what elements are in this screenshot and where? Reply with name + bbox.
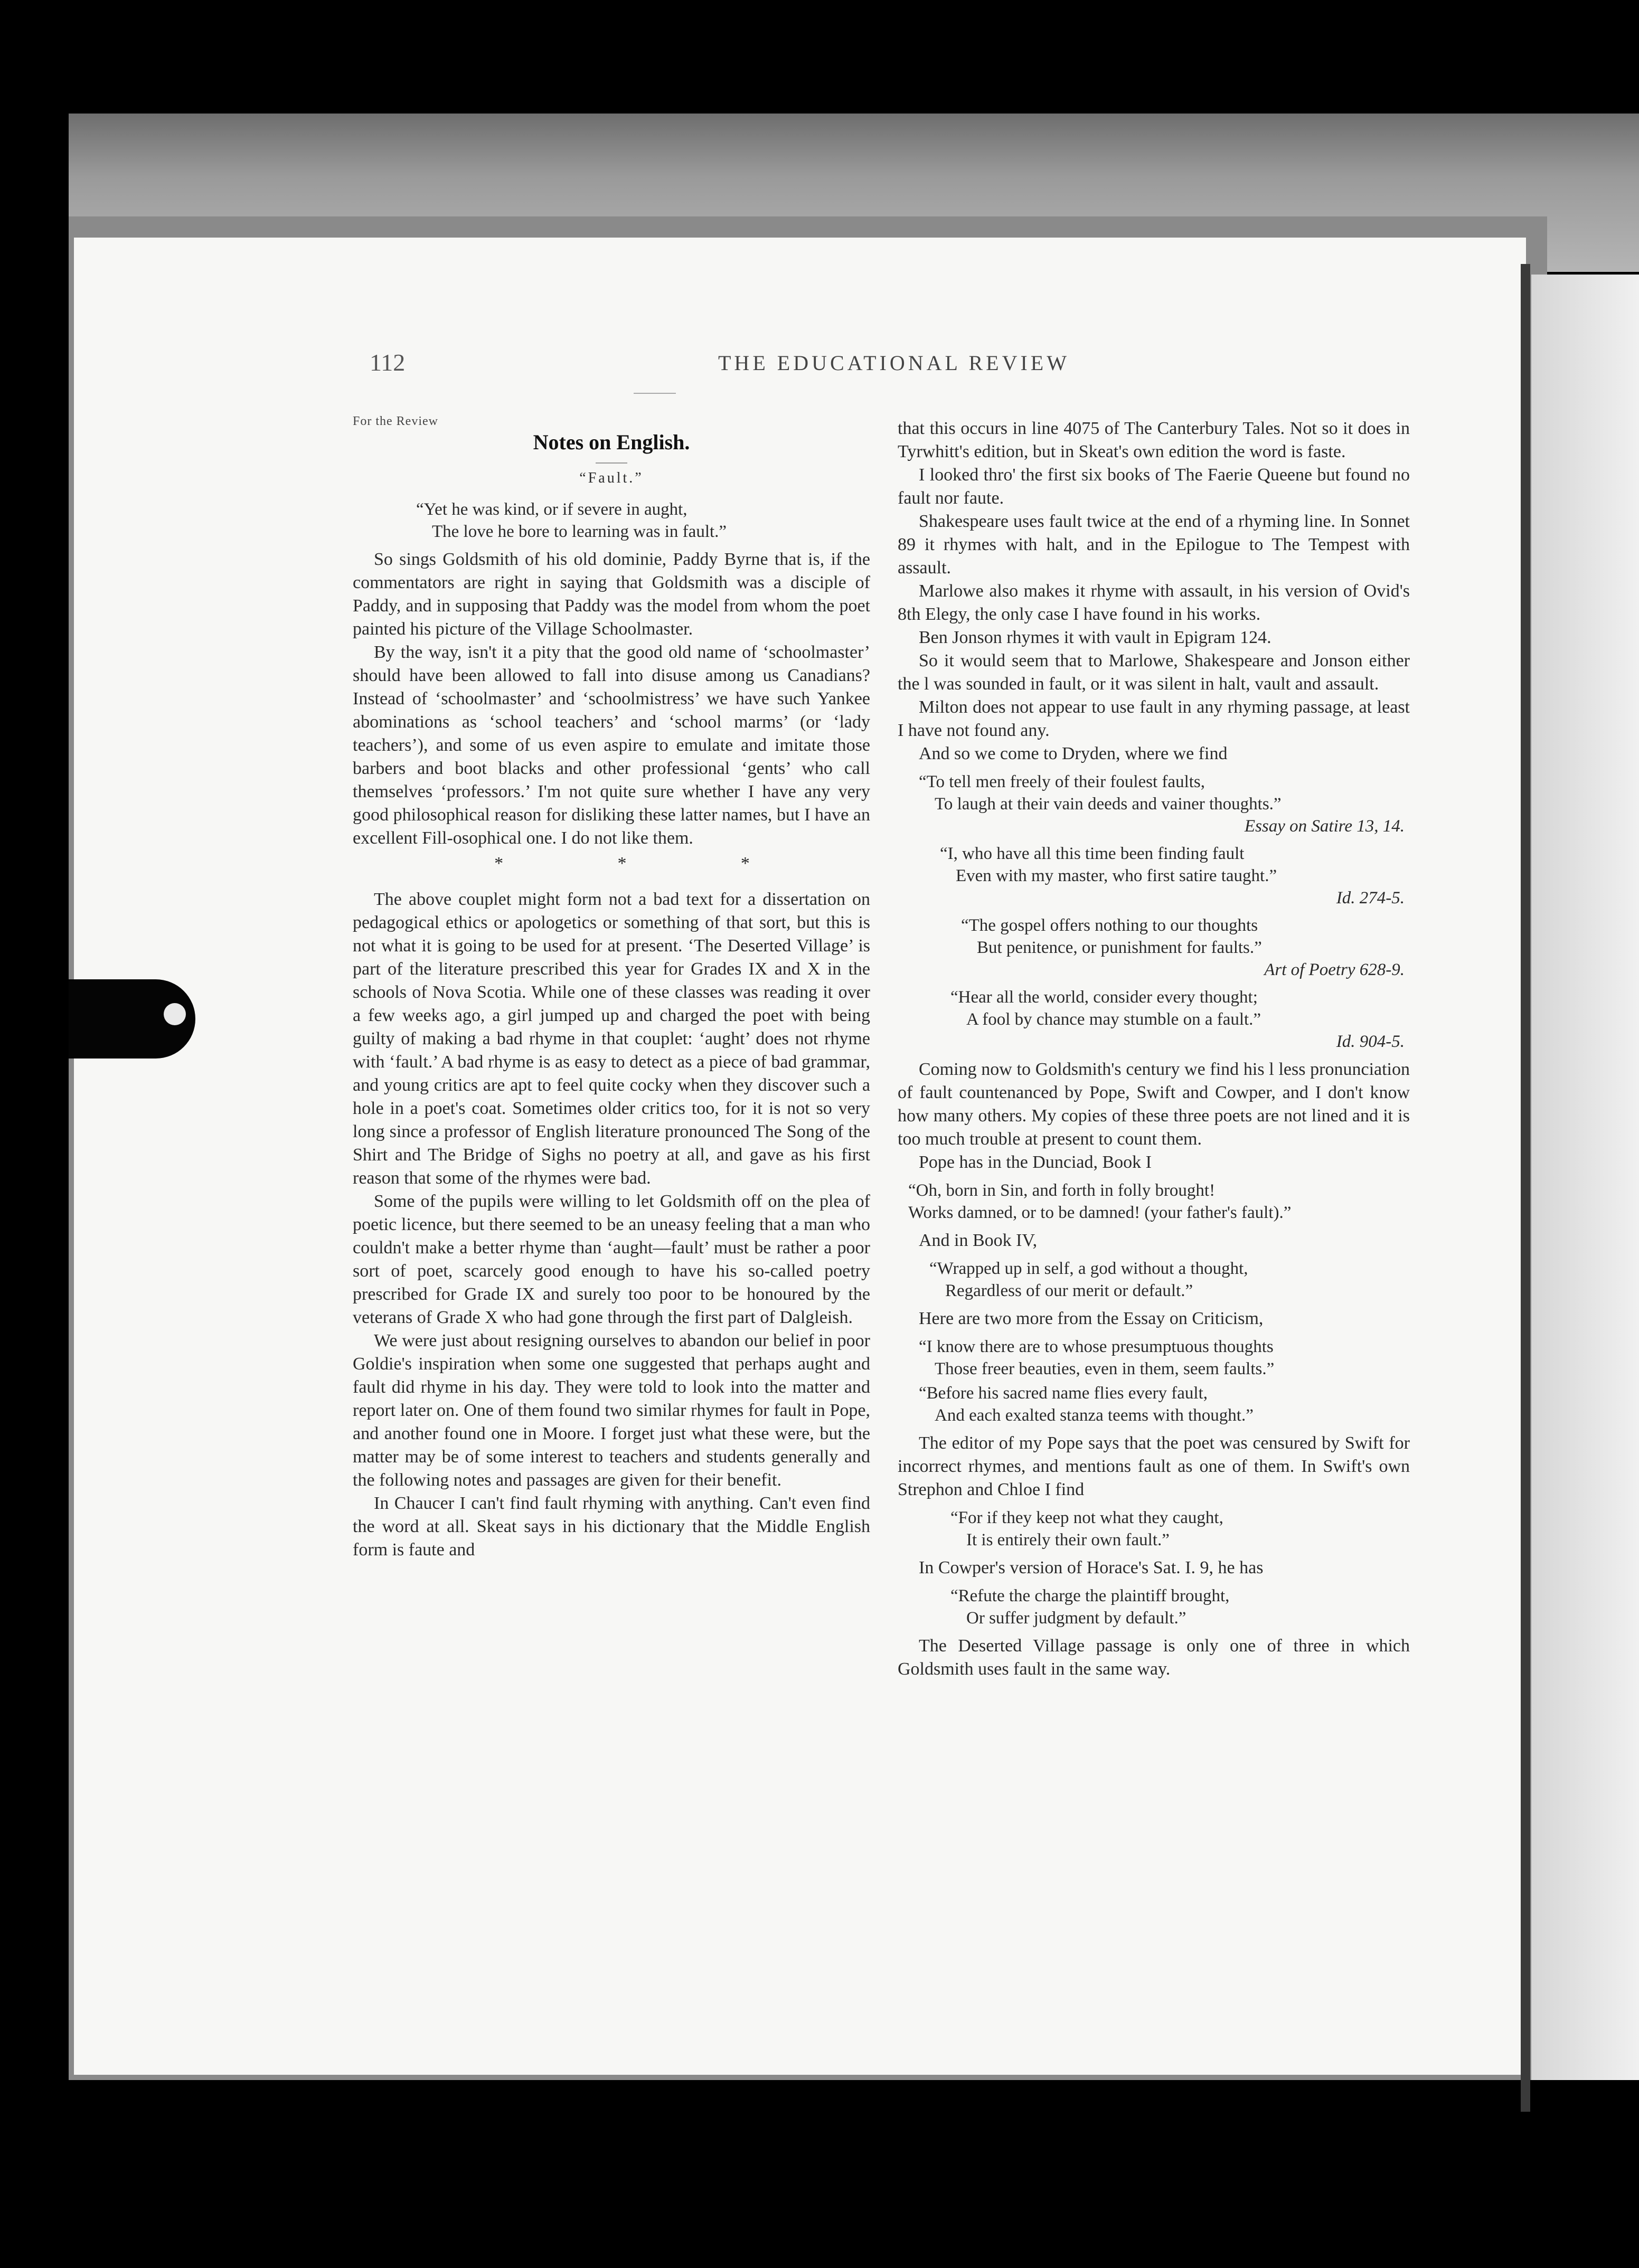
quote-line: “I, who have all this time been finding fault [940,844,1245,863]
quote-line: “Wrapped up in self, a god without a thought, [929,1259,1248,1278]
paragraph: The Deserted Village passage is only one of three in which Goldsmith uses fault in the same way. [898,1636,1410,1679]
quote-line: Even with my master, who first satire taught.” [956,866,1277,885]
quote-line: “Refute the charge the plaintiff brought, [950,1586,1230,1605]
quote-line: “I know there are to whose presumptuous thoughts [919,1337,1274,1356]
citation: Art of Poetry 628-9. [1264,960,1405,979]
quote-line: A fool by chance may stumble on a fault.” [966,1010,1261,1029]
source-note: For the Review [353,414,438,428]
paragraph: By the way, isn't it a pity that the good old name of ‘schoolmaster’ should have been allowed to fall into disuse among us Canadians? Instead of ‘schoolmaster’ and ‘schoolmistress’ we have such Yankee abominations as ‘school teachers’ and ‘school marms’ (or ‘lady teachers’), and some of us even aspire to emulate and imitate those barbers and boot blacks and other professional ‘gents’ who call themselves ‘professors.’ I'm not quite sure whether I have any very good philosophical reason for disliking these latter names, but I have an excellent Fill-osophical one. I do not like them. [353,642,870,848]
citation: Id. 904-5. [1336,1032,1405,1051]
citation: Essay on Satire 13, 14. [1244,817,1405,836]
star: * [740,854,750,873]
quotation [919,771,1410,837]
quote-line: “Before his sacred name flies every fault, [919,1384,1208,1403]
epigraph-line: “Yet he was kind, or if severe in aught, [416,500,687,519]
quotation [950,986,1410,1053]
quote-line: And each exalted stanza teems with thought.” [935,1406,1254,1425]
facing-page-edge [1531,275,1639,2080]
left-column [353,410,870,1562]
quote-line: To laugh at their vain deeds and vainer thoughts.” [935,795,1282,814]
quote-line: Works damned, or to be damned! (your father's fault).” [908,1203,1292,1222]
quotation [950,1585,1410,1629]
header-rule [634,393,676,394]
quote-line: “For if they keep not what they caught, [950,1508,1223,1527]
quote-line: Those freer beauties, even in them, seem faults.” [935,1359,1275,1378]
paragraph: In Cowper's version of Horace's Sat. I. 9, he has [919,1558,1264,1577]
right-column [898,417,1410,1681]
quote-line: It is entirely their own fault.” [966,1530,1170,1549]
epigraph-line: The love he bore to learning was in fault.” [432,522,727,541]
quotation [929,1258,1410,1302]
paragraph: Some of the pupils were willing to let Goldsmith off on the plea of poetic licence, but there seemed to be an uneasy feeling that a man who couldn't make a better rhyme than ‘aught—fault’ must be rather a poor sort of poet, scarcely good enough to have his so-called poetry prescribed for Grade IX and surely too poor to be honoured by the veterans of Grade X who had gone through the first part of Dalgleish. [353,1192,870,1327]
quote-line: “To tell men freely of their foulest faults, [919,772,1205,791]
quote-line: “Hear all the world, consider every thought; [950,988,1258,1007]
paragraph: Pope has in the Dunciad, Book I [919,1152,1152,1172]
article-title: Notes on English. [533,430,690,454]
article-subtitle: “Fault.” [579,470,644,486]
star: * [617,854,627,873]
running-title: THE EDUCATIONAL REVIEW [718,351,1070,375]
paragraph: Ben Jonson rhymes it with vault in Epigram 124. [919,628,1271,647]
paragraph: Coming now to Goldsmith's century we find his l less pronunciation of fault countenanced by Pope, Swift and Cowper, and I don't know how many others. My copies of these three poets are not lined and it is too much trouble at present to count them. [898,1060,1410,1149]
paragraph: The above couplet might form not a bad text for a dissertation on pedagogical ethics or apologetics or something of that sort, but this is not what it is going to be used for at present. ‘The Deserted Village’ is part of the literature prescribed this year for Grades IX and X in the schools of Nova Scotia. While one of these classes was reading it over a few weeks ago, a girl jumped up and charged the poet with being guilty of making a bad rhyme in that couplet: ‘aught’ does not rhyme with ‘fault.’ A bad rhyme is as easy to detect as a piece of bad grammar, and young critics are apt to feel quite cocky when they discover such a hole in a poet's coat. Sometimes older critics too, for it is not so very long since a professor of English literature pronounced The Song of the Shirt and The Bridge of Sighs no poetry at all, and gave as his first reason that some of the rhymes were bad. [353,890,870,1188]
quote-line: “The gospel offers nothing to our thoughts [961,916,1258,935]
quote-line: Or suffer judgment by default.” [966,1609,1186,1628]
binder-clip-hole [164,1003,186,1025]
paragraph: Marlowe also makes it rhyme with assault, in his version of Ovid's 8th Elegy, the only case I have found in his works. [898,581,1410,624]
quotation [919,1382,1410,1426]
paragraph: Milton does not appear to use fault in any rhyming passage, at least I have not found any. [898,697,1410,740]
quotation [908,1179,1410,1224]
quotation [940,843,1410,909]
quote-line: “Oh, born in Sin, and forth in folly brought! [908,1181,1216,1200]
star: * [494,854,504,873]
paragraph: So it would seem that to Marlowe, Shakespeare and Jonson either the l was sounded in fault, or it was silent in halt, vault and assault. [898,651,1410,694]
paragraph: Here are two more from the Essay on Criticism, [919,1309,1264,1328]
page-header [370,348,1399,385]
paragraph: The editor of my Pope says that the poet was censured by Swift for incorrect rhymes, and mentions fault as one of them. In Swift's own Strephon and Chloe I find [898,1433,1410,1499]
book-spine [1521,264,1530,2112]
paragraph: I looked thro' the first six books of The Faerie Queene but found no fault nor faute. [898,465,1410,508]
paragraph: Shakespeare uses fault twice at the end of a rhyming line. In Sonnet 89 it rhymes with halt, and in the Epilogue to The Tempest with assault. [898,512,1410,578]
paragraph: And in Book IV, [919,1231,1038,1250]
page-number: 112 [370,349,406,376]
paragraph: We were just about resigning ourselves to abandon our belief in poor Goldie's inspiration when some one suggested that perhaps aught and fault did rhyme in his day. They were told to look into the matter and report later on. One of them found two similar rhymes for fault in Pope, and another found one in Moore. I forget just what these were, but the matter may be of some interest to teachers and students generally and the following notes and passages are given for their benefit. [353,1331,870,1490]
paragraph: that this occurs in line 4075 of The Canterbury Tales. Not so it does in Tyrwhitt's edition, but in Skeat's own edition the word is faste. [898,419,1410,461]
title-rule [596,462,627,464]
paragraph: In Chaucer I can't find fault rhyming with anything. Can't even find the word at all. Skeat says in his dictionary that the Middle English form is faute and [353,1494,870,1560]
epigraph [416,498,870,543]
section-break [353,850,870,888]
citation: Id. 274-5. [1336,889,1405,908]
paragraph: And so we come to Dryden, where we find [919,744,1228,763]
quotation [950,1507,1410,1551]
quote-line: Regardless of our merit or default.” [945,1281,1193,1300]
quotation [919,1336,1410,1380]
paragraph: So sings Goldsmith of his old dominie, Paddy Byrne that is, if the commentators are right in saying that Goldsmith was a disciple of Paddy, and in supposing that Paddy was the model from whom the poet painted his picture of the Village Schoolmaster. [353,550,870,639]
quotation [961,914,1410,981]
quote-line: But penitence, or punishment for faults.” [977,938,1262,957]
